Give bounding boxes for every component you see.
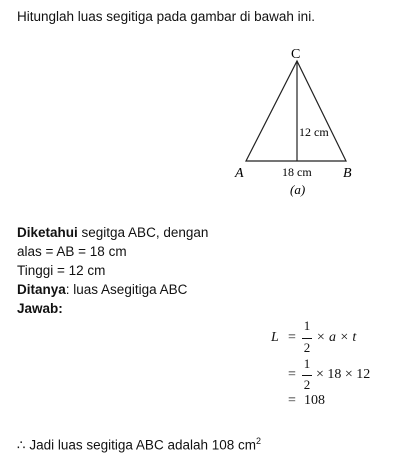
math-eq-2: = [288, 367, 296, 382]
vertex-a-label: A [235, 166, 244, 181]
asked-label: Ditanya [17, 282, 66, 297]
figure-caption: (a) [290, 182, 306, 197]
math-eq-1: = [288, 330, 296, 345]
math-line1-rest: × a × t [316, 330, 357, 345]
known-text: segitga ABC, dengan [77, 225, 209, 240]
math-eq-3: = [288, 393, 296, 408]
conclusion-superscript: 2 [256, 436, 262, 446]
math-fracbar-2 [302, 375, 312, 376]
conclusion-line [17, 432, 261, 455]
math-result: 108 [304, 393, 325, 408]
known-line [17, 224, 208, 242]
math-line2-rest: × 18 × 12 [316, 367, 371, 382]
known-label: Diketahui [17, 225, 78, 240]
triangle-abc [246, 61, 346, 161]
base-line: alas = AB = 18 cm [17, 244, 127, 259]
math-half-den-2: 2 [303, 377, 311, 392]
answer-label: Jawab [17, 301, 59, 316]
vertex-b-label: B [343, 166, 352, 181]
base-label: 18 cm [282, 165, 312, 179]
conclusion-text: Jadi luas segitiga ABC adalah 108 cm [29, 437, 256, 453]
vertex-c-label: C [291, 47, 301, 62]
math-half-num-1: 1 [303, 318, 311, 333]
answer-line [17, 300, 63, 318]
math-half-den-1: 2 [303, 340, 311, 355]
math-fracbar-1 [302, 338, 312, 339]
math-lhs: L [271, 330, 279, 345]
height-label: 12 cm [299, 125, 329, 139]
asked-line [17, 281, 187, 299]
therefore-symbol: ∴ [17, 437, 26, 453]
math-half-num-2: 1 [303, 356, 311, 371]
height-line-text: Tinggi = 12 cm [17, 263, 106, 278]
answer-colon: : [58, 301, 63, 316]
question-text: Hitunglah luas segitiga pada gambar di bawah ini. [17, 9, 315, 24]
asked-text: : luas Asegitiga ABC [65, 282, 188, 297]
